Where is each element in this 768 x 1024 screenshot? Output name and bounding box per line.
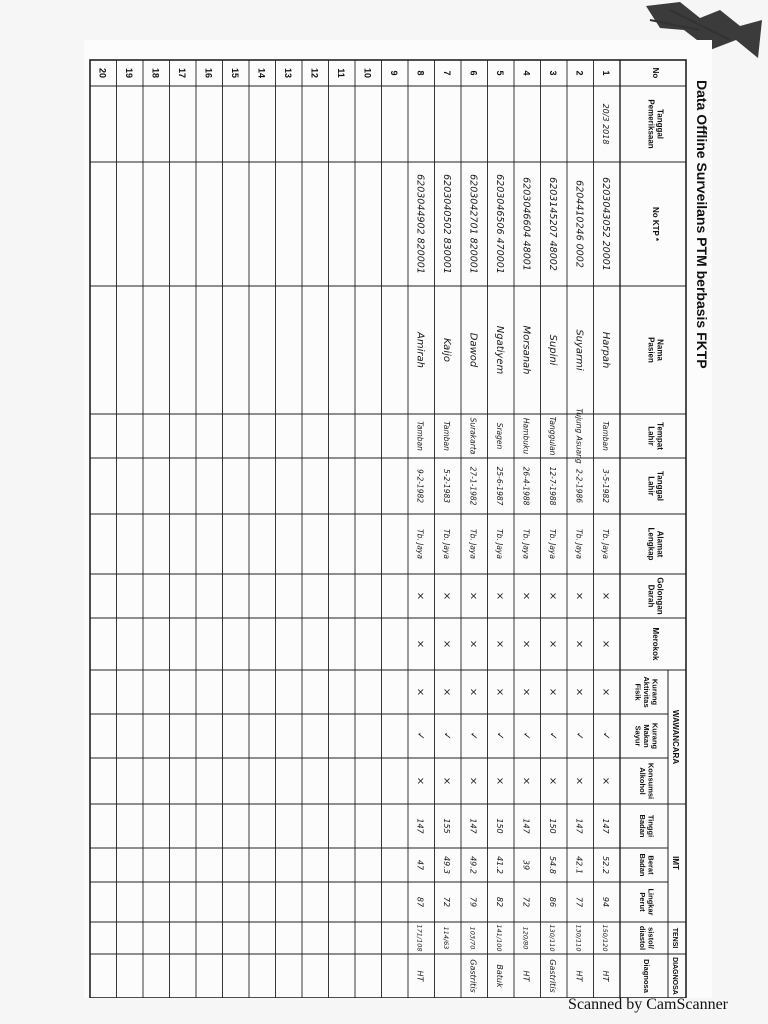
cell-nama: Supini xyxy=(546,334,558,366)
cell-merokok: × xyxy=(520,639,532,649)
cell-alkohol: × xyxy=(573,776,585,786)
table-border xyxy=(90,60,686,998)
cell-nama: Morsanah xyxy=(520,325,532,375)
cell-berat: 39 xyxy=(521,859,531,871)
header-berat: BeratBadan xyxy=(637,853,656,877)
cell-aktivitas: × xyxy=(414,687,426,697)
header-merokok: Merokok xyxy=(651,627,660,661)
header-lingkar: LingkarPerut xyxy=(637,888,656,916)
cell-nama: Ngatiyem xyxy=(493,325,505,375)
scanner-watermark: Scanned by CamScanner xyxy=(568,996,728,1013)
cell-diagnosa: Gastritis xyxy=(468,959,478,993)
cell-alkohol: × xyxy=(467,776,479,786)
row-number: 2 xyxy=(574,70,585,76)
cell-sayur: ✓ xyxy=(467,731,479,741)
cell-nama: Kaijo xyxy=(440,337,452,363)
row-number: 12 xyxy=(309,67,320,79)
cell-berat: 41.2 xyxy=(494,856,504,874)
cell-ktp: 6203044902 820001 xyxy=(414,174,426,274)
header-imt: IMT xyxy=(671,856,680,870)
row-number: 20 xyxy=(97,67,108,79)
cell-tinggi: 147 xyxy=(521,818,531,834)
cell-alamat: Tb. Jaya xyxy=(441,529,451,559)
header-diagnosa: Diagnosa xyxy=(642,959,651,993)
cell-tensi: 171/108 xyxy=(415,924,424,952)
cell-aktivitas: × xyxy=(467,687,479,697)
header-tgl: TanggalLahir xyxy=(646,470,665,502)
cell-lingkar: 77 xyxy=(574,896,584,908)
cell-diagnosa: Gastritis xyxy=(547,959,557,993)
cell-tinggi: 147 xyxy=(574,818,584,834)
cell-ktp: 6203046506 470001 xyxy=(493,174,505,274)
cell-diagnosa: HT xyxy=(600,970,610,982)
cell-alamat: Tb. Jaya xyxy=(494,529,504,559)
cell-alamat: Tb. Jaya xyxy=(468,529,478,559)
cell-sayur: ✓ xyxy=(520,731,532,741)
row-number: 4 xyxy=(521,70,532,76)
cell-lingkar: 94 xyxy=(600,896,610,908)
cell-tinggi: 150 xyxy=(494,818,504,834)
cell-tempat: Hambuku xyxy=(521,417,531,455)
header-diagnosa-group: DIAGNOSA xyxy=(671,957,678,995)
cell-tgl: 2-2-1986 xyxy=(574,468,584,504)
cell-sayur: ✓ xyxy=(414,731,426,741)
cell-merokok: × xyxy=(414,639,426,649)
row-number: 3 xyxy=(547,70,558,76)
cell-tempat: Sragen xyxy=(494,422,504,450)
row-number: 14 xyxy=(256,67,267,79)
cell-alamat: Tb. Jaya xyxy=(521,529,531,559)
cell-goldar: × xyxy=(467,591,479,601)
cell-alkohol: × xyxy=(414,776,426,786)
cell-sayur: ✓ xyxy=(573,731,585,741)
cell-nama: Harpah xyxy=(599,331,611,369)
row-number: 6 xyxy=(468,70,479,76)
cell-ktp: 6203043052 20001 xyxy=(599,177,611,271)
header-wawancara: WAWANCARA xyxy=(671,709,680,765)
cell-berat: 49.3 xyxy=(441,856,451,874)
row-number: 16 xyxy=(203,67,214,79)
cell-goldar: × xyxy=(520,591,532,601)
cell-date: 20/3 2018 xyxy=(600,103,610,145)
header-alamat: AlamatLengkap xyxy=(646,527,665,561)
cell-alkohol: × xyxy=(599,776,611,786)
cell-lingkar: 87 xyxy=(415,896,425,908)
row-number: 13 xyxy=(282,67,293,79)
cell-alamat: Tb. Jaya xyxy=(600,529,610,559)
cell-tempat: Surakarta xyxy=(468,417,478,455)
row-number: 8 xyxy=(415,70,426,76)
cell-berat: 54.8 xyxy=(547,856,557,874)
cell-tgl: 26-4-1988 xyxy=(521,466,531,506)
cell-tensi: 130/110 xyxy=(547,924,556,952)
header-tempat: TempatLahir xyxy=(646,422,665,450)
cell-tensi: 114/63 xyxy=(441,926,450,950)
cell-goldar: × xyxy=(493,591,505,601)
header-aktivitas: KurangAktivitasFisik xyxy=(633,676,660,708)
cell-goldar: × xyxy=(546,591,558,601)
header-sayur: KurangMakanSayur xyxy=(633,722,660,750)
cell-diagnosa: Batuk xyxy=(494,964,504,988)
row-number: 9 xyxy=(388,70,399,76)
cell-tempat: Tamban xyxy=(600,421,610,451)
cell-ktp: 6203040502 830001 xyxy=(440,174,452,274)
cell-alamat: Tb. Jaya xyxy=(547,529,557,559)
row-number: 15 xyxy=(229,67,240,79)
cell-tgl: 27-1-1982 xyxy=(468,466,478,506)
cell-tinggi: 147 xyxy=(415,818,425,834)
header-no: No xyxy=(651,67,660,79)
cell-tempat: Tujung Asuang xyxy=(574,408,584,464)
cell-tensi: 120/80 xyxy=(521,926,530,950)
cell-berat: 42.1 xyxy=(574,856,584,874)
row-number: 5 xyxy=(494,70,505,76)
cell-ktp: 6203042701 820001 xyxy=(467,174,479,274)
cell-tensi: 103/70 xyxy=(468,926,477,950)
cell-tinggi: 150 xyxy=(547,818,557,834)
header-tensi: sistol/diastol xyxy=(637,925,656,951)
cell-nama: Dawod xyxy=(467,332,479,368)
cell-aktivitas: × xyxy=(599,687,611,697)
cell-tempat: Tanggulan xyxy=(547,416,557,456)
cell-sayur: ✓ xyxy=(493,731,505,741)
cell-berat: 52.2 xyxy=(600,856,610,874)
cell-lingkar: 72 xyxy=(521,896,531,908)
cell-tinggi: 147 xyxy=(600,818,610,834)
cell-tgl: 12-7-1988 xyxy=(547,466,557,506)
cell-alamat: Tb. Jaya xyxy=(415,529,425,559)
cell-goldar: × xyxy=(573,591,585,601)
cell-ktp: 6203046604 48001 xyxy=(520,177,532,271)
cell-aktivitas: × xyxy=(440,687,452,697)
row-number: 18 xyxy=(150,67,161,79)
header-goldar: GolonganDarah xyxy=(646,577,665,615)
cell-alkohol: × xyxy=(520,776,532,786)
cell-ktp: 6204410246 0002 xyxy=(573,180,585,268)
cell-tgl: 5-2-1983 xyxy=(441,468,451,504)
cell-tinggi: 147 xyxy=(468,818,478,834)
cell-alkohol: × xyxy=(440,776,452,786)
cell-tempat: Tamban xyxy=(441,421,451,451)
cell-lingkar: 72 xyxy=(441,896,451,908)
cell-lingkar: 79 xyxy=(468,896,478,908)
cell-nama: Amirah xyxy=(414,332,426,368)
cell-diagnosa: HT xyxy=(574,970,584,982)
cell-tensi: 150/120 xyxy=(600,924,609,952)
cell-diagnosa: HT xyxy=(521,970,531,982)
cell-alamat: Tb. Jaya xyxy=(574,529,584,559)
cell-merokok: × xyxy=(599,639,611,649)
cell-alkohol: × xyxy=(493,776,505,786)
cell-berat: 49.2 xyxy=(468,856,478,874)
rotated-form xyxy=(84,40,712,998)
row-number: 19 xyxy=(123,67,134,79)
data-table xyxy=(84,40,712,998)
header-nama: NamaPasien xyxy=(646,337,665,363)
cell-tinggi: 155 xyxy=(441,818,451,834)
document-title: Data Offline Surveilans PTM berbasis FKTP xyxy=(694,80,710,369)
cell-lingkar: 82 xyxy=(494,896,504,908)
header-ktp: No KTP * xyxy=(651,206,660,242)
cell-aktivitas: × xyxy=(573,687,585,697)
cell-goldar: × xyxy=(414,591,426,601)
header-date: TanggalPemeriksaan xyxy=(646,99,665,149)
cell-merokok: × xyxy=(546,639,558,649)
header-tensi: TENSI xyxy=(671,927,678,949)
cell-tensi: 130/110 xyxy=(574,924,583,952)
cell-sayur: ✓ xyxy=(440,731,452,741)
cell-tgl: 3-5-1982 xyxy=(600,468,610,504)
cell-aktivitas: × xyxy=(520,687,532,697)
cell-tgl: 25-6-1987 xyxy=(494,466,504,506)
cell-merokok: × xyxy=(493,639,505,649)
row-number: 17 xyxy=(176,67,187,79)
cell-aktivitas: × xyxy=(546,687,558,697)
row-number: 11 xyxy=(335,68,346,78)
cell-tgl: 9-2-1982 xyxy=(415,468,425,504)
cell-tensi: 141/100 xyxy=(494,924,503,952)
cell-sayur: ✓ xyxy=(546,731,558,741)
row-number: 10 xyxy=(362,67,373,79)
cell-nama: Suyarmi xyxy=(573,329,585,371)
cell-diagnosa: HT xyxy=(415,970,425,982)
cell-aktivitas: × xyxy=(493,687,505,697)
row-number: 7 xyxy=(441,70,452,76)
cell-lingkar: 86 xyxy=(547,896,557,908)
cell-goldar: × xyxy=(599,591,611,601)
cell-ktp: 6203145207 48002 xyxy=(546,177,558,271)
header-alkohol: KonsumsiAlkohol xyxy=(637,762,656,800)
header-tinggi: TinggiBadan xyxy=(637,814,656,838)
cell-goldar: × xyxy=(440,591,452,601)
cell-merokok: × xyxy=(467,639,479,649)
row-number: 1 xyxy=(600,70,611,76)
cell-merokok: × xyxy=(440,639,452,649)
cell-berat: 47 xyxy=(415,859,425,871)
cell-tempat: Tamban xyxy=(415,421,425,451)
cell-merokok: × xyxy=(573,639,585,649)
cell-sayur: ✓ xyxy=(599,731,611,741)
cell-alkohol: × xyxy=(546,776,558,786)
